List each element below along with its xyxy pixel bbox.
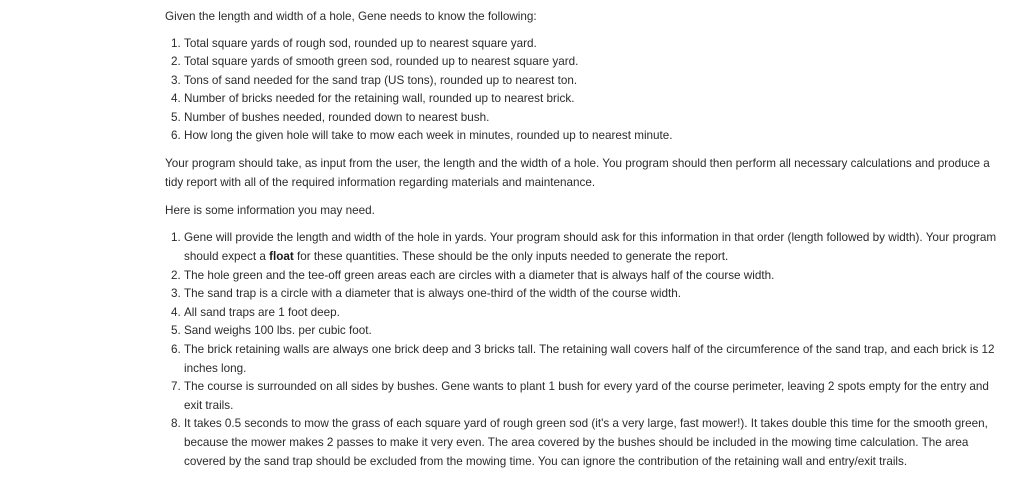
assignment-text — [165, 7, 1005, 471]
info-item: 2. The hole green and the tee-off green areas each are circles with a diameter that is always half of the course width. — [184, 267, 1005, 286]
info-item — [184, 229, 1005, 266]
info-item: 8. It takes 0.5 seconds to mow the grass of each square yard of rough green sod (it's a very large, fast mower!). It takes double this time for the smooth green, because the mower makes 2 passes to make it very even. The area covered by the bushes should be included in the mowing time calculation. The area covered by the sand trap should be excluded from the mowing time. You can ignore the contribution of the retaining wall and entry/exit trails. — [184, 415, 1005, 471]
info-item: 6. The brick retaining walls are always one brick deep and 3 bricks tall. The retaining wall covers half of the circumference of the sand trap, and each brick is 12 inches long. — [184, 341, 1005, 378]
info-item: 5. Sand weighs 100 lbs. per cubic foot. — [184, 322, 1005, 341]
float-keyword: float — [269, 250, 294, 264]
info-item-text: for these quantities. These should be the only inputs needed to generate the report. — [293, 250, 729, 264]
intro-text: Given the length and width of a hole, Gene needs to know the following: — [165, 10, 537, 23]
requirement-item: 5. Number of bushes needed, rounded down to nearest bush. — [184, 109, 1005, 127]
info-list — [165, 229, 1005, 471]
requirement-item: 1. Total square yards of rough sod, rounded up to nearest square yard. — [184, 35, 1005, 53]
requirement-item: 3. Tons of sand needed for the sand trap (US tons), rounded up to nearest ton. — [184, 72, 1005, 90]
requirement-item: 2. Total square yards of smooth green sod, rounded up to nearest square yard. — [184, 53, 1005, 71]
info-heading: Here is some information you may need. — [165, 204, 375, 218]
info-item: 3. The sand trap is a circle with a diameter that is always one-third of the width of the course width. — [184, 285, 1005, 304]
info-item-text: Gene will provide the length and width of the hole in yards. Your program should ask for this information in that order (length followed by width). Your program should expect a — [184, 231, 997, 264]
requirement-item: 4. Number of bricks needed for the retaining wall, rounded up to nearest brick. — [184, 90, 1005, 108]
program-description: Your program should take, as input from the user, the length and the width of a hole. You program should then perform all necessary calculations and produce a tidy report with all of the required information regarding materials and maintenance. — [165, 157, 990, 190]
info-item: 4. All sand traps are 1 foot deep. — [184, 304, 1005, 323]
requirements-list — [165, 35, 1005, 145]
requirement-item: 6. How long the given hole will take to mow each week in minutes, rounded up to nearest minute. — [184, 127, 1005, 145]
info-item: 7. The course is surrounded on all sides by bushes. Gene wants to plant 1 bush for every yard of the course perimeter, leaving 2 spots empty for the entry and exit trails. — [184, 378, 1005, 415]
